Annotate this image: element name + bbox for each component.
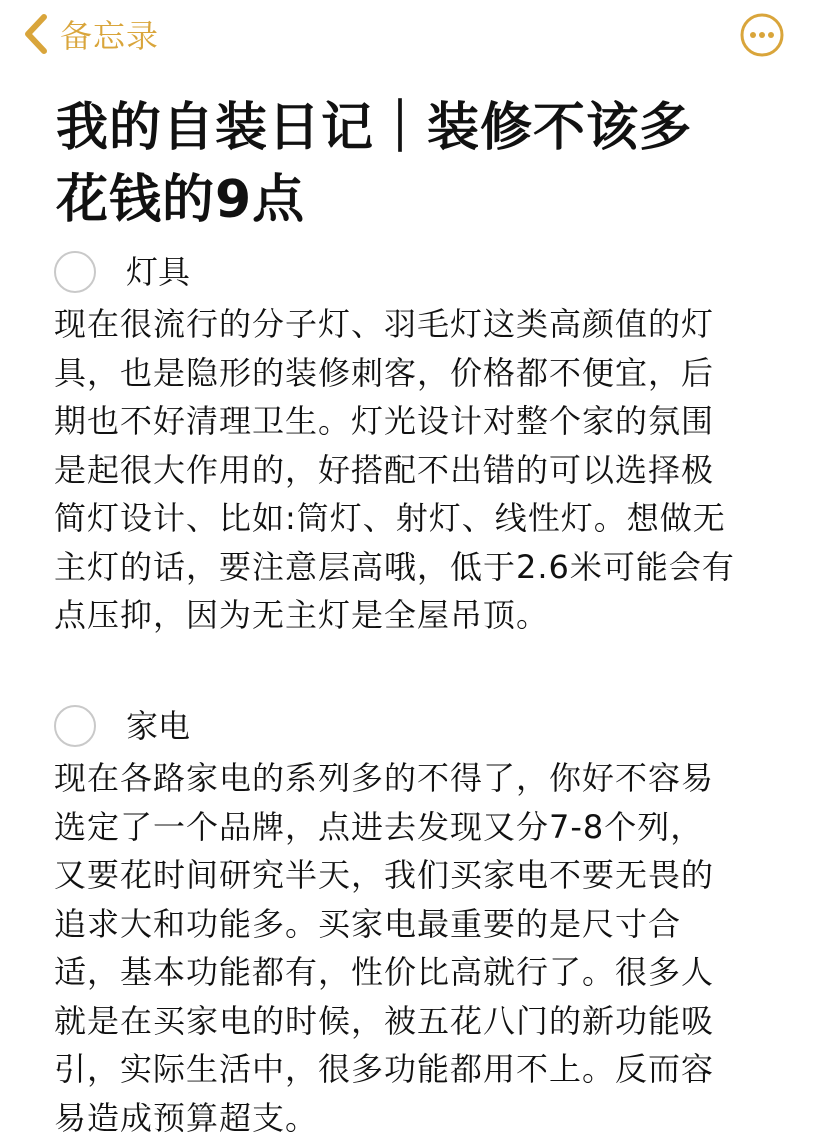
checklist-item-body[interactable] xyxy=(54,754,794,1142)
chevron-left-icon xyxy=(22,13,48,55)
back-button[interactable] xyxy=(22,12,159,56)
body-line: 简灯设计、比如:筒灯、射灯、线性灯。想做无 xyxy=(54,494,794,543)
checklist-item-header xyxy=(54,248,794,296)
checklist-checkbox[interactable] xyxy=(54,251,96,293)
body-line: 主灯的话，要注意层高哦，低于2.6米可能会有 xyxy=(54,543,794,592)
more-options-icon xyxy=(739,12,785,58)
title-line: 我的自装日记｜装修不该多 xyxy=(56,92,796,164)
note-title[interactable] xyxy=(56,92,796,236)
navigation-bar xyxy=(0,0,828,70)
more-options-button[interactable] xyxy=(739,12,785,58)
body-line: 具，也是隐形的装修刺客，价格都不便宜，后 xyxy=(54,349,794,398)
body-line: 点压抑，因为无主灯是全屋吊顶。 xyxy=(54,591,794,640)
checklist-item-lighting xyxy=(54,248,794,640)
body-line: 就是在买家电的时候，被五花八门的新功能吸 xyxy=(54,997,794,1046)
body-line: 选定了一个品牌，点进去发现又分7-8个列， xyxy=(54,803,794,852)
body-line: 引，实际生活中，很多功能都用不上。反而容 xyxy=(54,1045,794,1094)
body-line: 是起很大作用的，好搭配不出错的可以选择极 xyxy=(54,446,794,495)
checklist-item-body[interactable] xyxy=(54,300,794,640)
checklist-item-label[interactable]: 家电 xyxy=(126,702,190,750)
checklist-item-header xyxy=(54,702,794,750)
back-label: 备忘录 xyxy=(60,11,159,57)
body-line: 适，基本功能都有，性价比高就行了。很多人 xyxy=(54,948,794,997)
body-line: 现在各路家电的系列多的不得了，你好不容易 xyxy=(54,754,794,803)
checklist-checkbox[interactable] xyxy=(54,705,96,747)
body-line: 现在很流行的分子灯、羽毛灯这类高颜值的灯 xyxy=(54,300,794,349)
body-line: 易造成预算超支。 xyxy=(54,1094,794,1142)
title-line: 花钱的9点 xyxy=(56,164,796,236)
checklist-item-label[interactable]: 灯具 xyxy=(126,248,190,296)
checklist-item-appliances xyxy=(54,702,794,1142)
body-line: 又要花时间研究半天，我们买家电不要无畏的 xyxy=(54,851,794,900)
body-line: 期也不好清理卫生。灯光设计对整个家的氛围 xyxy=(54,397,794,446)
body-line: 追求大和功能多。买家电最重要的是尺寸合 xyxy=(54,900,794,949)
